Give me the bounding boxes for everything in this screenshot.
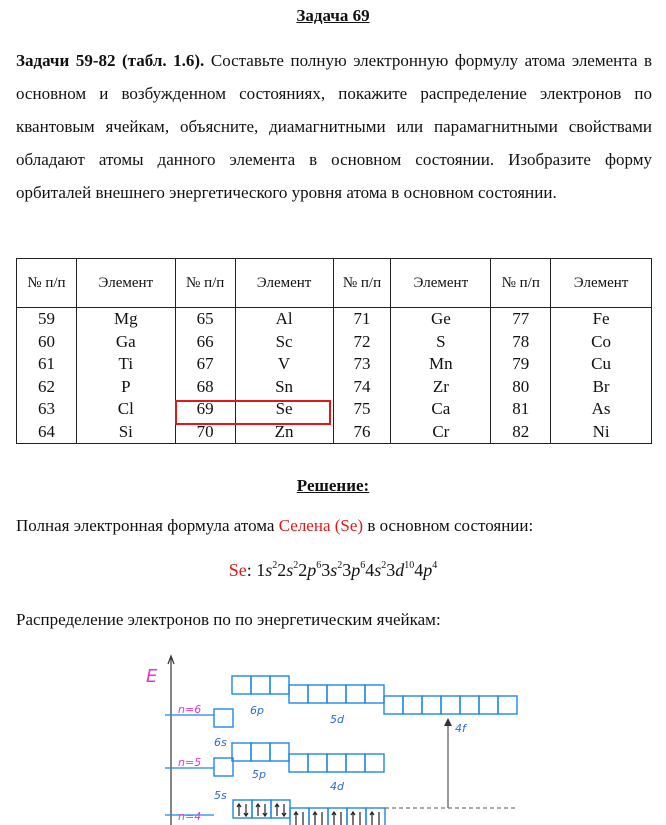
orbital-3d-3 xyxy=(328,808,347,825)
table-row xyxy=(17,376,652,399)
cell-number: 72 xyxy=(333,331,391,354)
cell-element: Se xyxy=(235,398,333,421)
sublevel-label-4f: 4f xyxy=(455,722,466,735)
orbital-4d-2 xyxy=(308,754,327,772)
table-row xyxy=(17,353,652,376)
cell-element: Si xyxy=(76,421,175,444)
formula-term: $4s^2$ xyxy=(365,560,387,580)
level-label-n4: n=4 xyxy=(178,810,202,823)
header-num: № п/п xyxy=(491,259,551,308)
header-num: № п/п xyxy=(175,259,235,308)
cell-element: Ga xyxy=(76,331,175,354)
cell-element: Zr xyxy=(391,376,491,399)
cell-element: P xyxy=(76,376,175,399)
energy-level-diagram xyxy=(0,650,666,825)
orbital-6p-2 xyxy=(251,676,270,694)
orbital-4s xyxy=(233,800,252,818)
orbital-5p-3 xyxy=(270,743,289,761)
sublevel-label-5d: 5d xyxy=(330,713,344,726)
orbital-5d-2 xyxy=(308,685,327,703)
cell-number: 82 xyxy=(491,421,551,444)
cell-element: Zn xyxy=(235,421,333,444)
table-header-row xyxy=(17,259,652,308)
cell-element: Cu xyxy=(551,353,652,376)
header-element: Элемент xyxy=(235,259,333,308)
sublevel-label-5s: 5s xyxy=(214,789,227,802)
cell-element: Mg xyxy=(76,308,175,331)
cell-element: Fe xyxy=(551,308,652,331)
cell-number: 75 xyxy=(333,398,391,421)
cell-element: Ca xyxy=(391,398,491,421)
level-label-n6: n=6 xyxy=(178,703,202,716)
table-row xyxy=(17,308,652,331)
formula-term: $3p^6$ xyxy=(342,560,366,580)
table-row xyxy=(17,331,652,354)
task-statement xyxy=(16,44,652,209)
orbital-4f-3 xyxy=(422,696,441,714)
solution-heading: Решение: xyxy=(296,476,370,495)
solution-intro xyxy=(16,516,533,536)
orbital-3d-5 xyxy=(366,808,385,825)
orbital-4f-6 xyxy=(479,696,498,714)
orbital-6p-3 xyxy=(270,676,289,694)
elements-table xyxy=(16,258,652,444)
orbital-3d-4 xyxy=(347,808,366,825)
sublevel-label-6p: 6p xyxy=(250,704,264,717)
formula-terms xyxy=(256,560,437,580)
sublevel-label-6s: 6s xyxy=(214,736,227,749)
header-num: № п/п xyxy=(17,259,77,308)
task-lead: Задачи 59-82 (табл. 1.6). xyxy=(16,51,205,70)
cell-element: Mn xyxy=(391,353,491,376)
table-row xyxy=(17,421,652,444)
electron-arrows xyxy=(237,804,379,825)
orbital-5s xyxy=(214,758,233,776)
formula-symbol: Se xyxy=(228,560,247,580)
cell-element: Sc xyxy=(235,331,333,354)
formula-sep: : xyxy=(246,560,252,580)
cell-number: 63 xyxy=(17,398,77,421)
cell-number: 64 xyxy=(17,421,77,444)
energy-axis-label: E xyxy=(146,666,158,687)
orbital-4f-1 xyxy=(384,696,403,714)
cell-element: Ti xyxy=(76,353,175,376)
cell-element: Cl xyxy=(76,398,175,421)
orbital-4f-5 xyxy=(460,696,479,714)
task-title: Задача 69 xyxy=(296,6,370,25)
formula-term: $4p^4$ xyxy=(414,560,438,580)
level-label-n5: n=5 xyxy=(178,756,202,769)
cell-number: 62 xyxy=(17,376,77,399)
cell-number: 78 xyxy=(491,331,551,354)
electron-formula xyxy=(0,560,666,581)
cell-number: 60 xyxy=(17,331,77,354)
cell-number: 77 xyxy=(491,308,551,331)
formula-term: $3s^2$ xyxy=(321,560,343,580)
cell-number: 79 xyxy=(491,353,551,376)
orbital-4f-7 xyxy=(498,696,517,714)
orbital-3d-2 xyxy=(309,808,328,825)
cell-number: 68 xyxy=(175,376,235,399)
orbital-5d-1 xyxy=(289,685,308,703)
cell-number: 74 xyxy=(333,376,391,399)
cell-number: 73 xyxy=(333,353,391,376)
cell-element: Co xyxy=(551,331,652,354)
cell-element: As xyxy=(551,398,652,421)
sublevel-label-4d: 4d xyxy=(330,780,344,793)
cell-number: 59 xyxy=(17,308,77,331)
header-num: № п/п xyxy=(333,259,391,308)
cell-number: 71 xyxy=(333,308,391,331)
orbital-4d-1 xyxy=(289,754,308,772)
intro-before: Полная электронная формула атома xyxy=(16,516,279,535)
orbital-3d-1 xyxy=(290,808,309,825)
formula-term: $2p^6$ xyxy=(298,560,322,580)
formula-term: $2s^2$ xyxy=(277,560,299,580)
distribution-intro: Распределение электронов по по энергетическим ячейкам: xyxy=(16,610,441,629)
header-element: Элемент xyxy=(391,259,491,308)
header-element: Элемент xyxy=(551,259,652,308)
cell-number: 80 xyxy=(491,376,551,399)
cell-number: 70 xyxy=(175,421,235,444)
cell-element: S xyxy=(391,331,491,354)
cell-element: Sn xyxy=(235,376,333,399)
orbital-4p-2 xyxy=(271,800,290,818)
cell-element: Br xyxy=(551,376,652,399)
orbital-5d-3 xyxy=(327,685,346,703)
formula-term: $3d^{10}$ xyxy=(386,560,415,580)
task-69-highlight xyxy=(175,400,331,425)
orbital-5d-4 xyxy=(346,685,365,703)
cell-number: 61 xyxy=(17,353,77,376)
formula-term: $1s^2$ xyxy=(256,560,278,580)
cell-number: 76 xyxy=(333,421,391,444)
cell-element: Ni xyxy=(551,421,652,444)
cell-number: 81 xyxy=(491,398,551,421)
header-element: Элемент xyxy=(76,259,175,308)
orbital-4p-1 xyxy=(252,800,271,818)
task-text: Составьте полную электронную формулу атома элемента в основном и возбужденном состояниях, покажите распределение электронов по квантовым ячейкам, объясните, диамагнитными или парамагнитными свойствами обладают атомы данного элемента в основном состоянии. Изобразите форму орбиталей внешнего энергетического уровня атома в основном состоянии. xyxy=(16,51,652,202)
cell-element: Al xyxy=(235,308,333,331)
sublevel-label-5p: 5p xyxy=(252,768,266,781)
cell-number: 66 xyxy=(175,331,235,354)
cell-number: 67 xyxy=(175,353,235,376)
orbital-4f-2 xyxy=(403,696,422,714)
orbital-5d-5 xyxy=(365,685,384,703)
cell-number: 65 xyxy=(175,308,235,331)
cell-number: 69 xyxy=(175,398,235,421)
orbital-4d-3 xyxy=(327,754,346,772)
orbital-5p-1 xyxy=(232,743,251,761)
intro-element: Селена (Se) xyxy=(278,516,364,535)
orbital-4d-5 xyxy=(365,754,384,772)
intro-after: в основном состоянии: xyxy=(363,516,534,535)
orbital-4d-4 xyxy=(346,754,365,772)
orbital-6p-1 xyxy=(232,676,251,694)
cell-element: Ge xyxy=(391,308,491,331)
orbital-6s xyxy=(214,709,233,727)
orbital-4f-4 xyxy=(441,696,460,714)
cell-element: V xyxy=(235,353,333,376)
cell-element: Cr xyxy=(391,421,491,444)
table-row xyxy=(17,398,652,421)
orbital-5p-2 xyxy=(251,743,270,761)
